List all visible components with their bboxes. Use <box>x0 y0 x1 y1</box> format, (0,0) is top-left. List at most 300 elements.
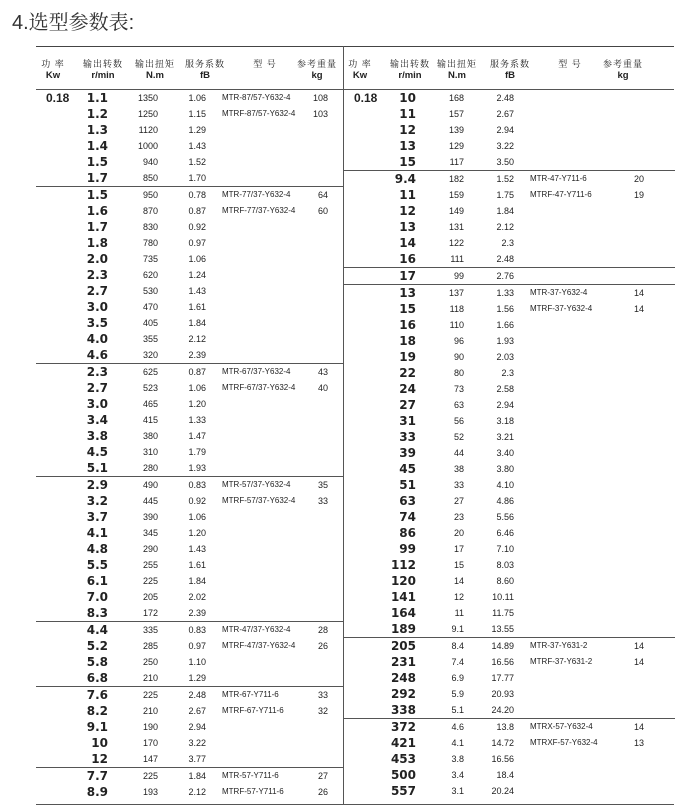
service-factor-cell: 1.20 <box>188 399 206 409</box>
torque-cell: 5.9 <box>451 689 464 699</box>
speed-cell: 3.7 <box>86 510 108 524</box>
header-weight-label: 参考重量 <box>602 59 643 69</box>
model-cell: MTRF-87/57-Y632-4 <box>222 109 296 118</box>
torque-cell: 285 <box>142 641 158 651</box>
torque-cell: 15 <box>453 560 464 570</box>
model-cell: MTRF-67/37-Y632-4 <box>222 383 296 392</box>
power-cell: 0.18 <box>354 91 378 105</box>
table-row <box>36 573 344 589</box>
speed-cell: 3.5 <box>86 316 108 330</box>
speed-cell: 3.8 <box>86 429 108 443</box>
model-cell: MTR-77/37-Y632-4 <box>222 190 291 199</box>
table-row <box>36 203 344 219</box>
service-factor-cell: 20.24 <box>491 786 514 796</box>
table-row <box>36 622 344 638</box>
speed-cell: 500 <box>390 768 416 782</box>
header-speed <box>385 58 435 82</box>
torque-cell: 20 <box>453 528 464 538</box>
service-factor-cell: 1.70 <box>188 173 206 183</box>
speed-cell: 231 <box>390 655 416 669</box>
service-factor-cell: 2.48 <box>496 254 514 264</box>
torque-cell: 830 <box>142 222 158 232</box>
header-torque-label: 输出扭矩 <box>436 59 477 69</box>
speed-cell: 18 <box>399 334 416 348</box>
speed-cell: 99 <box>399 542 416 556</box>
torque-cell: 110 <box>449 320 464 330</box>
speed-cell: 39 <box>399 446 416 460</box>
table-row <box>344 541 675 557</box>
service-factor-cell: 0.92 <box>188 496 206 506</box>
service-factor-cell: 1.61 <box>188 560 206 570</box>
table-row <box>36 460 344 476</box>
service-factor-cell: 13.8 <box>496 722 514 732</box>
table-row <box>36 541 344 557</box>
table-row <box>344 573 675 589</box>
torque-cell: 137 <box>448 288 464 298</box>
page-title: 4.选型参数表: <box>12 12 135 34</box>
header-factor-label: 服务系数 <box>184 59 225 69</box>
service-factor-cell: 3.22 <box>496 141 514 151</box>
model-cell: MTR-67/37-Y632-4 <box>222 367 291 376</box>
speed-cell: 4.0 <box>86 332 108 346</box>
motor-group <box>344 718 675 799</box>
table-row <box>344 187 675 203</box>
table-row <box>344 235 675 251</box>
speed-cell: 45 <box>399 462 416 476</box>
header-power-label: 功 率 <box>41 59 65 69</box>
weight-cell: 13 <box>633 738 644 748</box>
torque-cell: 193 <box>142 787 158 797</box>
header-factor-unit: fB <box>504 70 516 81</box>
table-row <box>36 396 344 412</box>
header-weight-unit: kg <box>617 70 629 81</box>
header-power-unit: Kw <box>352 70 368 81</box>
motor-group <box>344 284 675 637</box>
speed-cell: 205 <box>390 639 416 653</box>
motor-group <box>344 267 675 284</box>
speed-cell: 6.1 <box>86 574 108 588</box>
torque-cell: 205 <box>142 592 158 602</box>
speed-cell: 31 <box>399 414 416 428</box>
torque-cell: 390 <box>142 512 158 522</box>
speed-cell: 10 <box>91 736 108 750</box>
model-cell: MTR-47-Y711-6 <box>530 174 587 183</box>
header-center-divider <box>343 46 344 89</box>
torque-cell: 345 <box>142 528 158 538</box>
torque-cell: 3.1 <box>451 786 464 796</box>
header-factor-unit: fB <box>199 70 211 81</box>
service-factor-cell: 1.33 <box>496 288 514 298</box>
table-row <box>36 331 344 347</box>
torque-cell: 56 <box>453 416 464 426</box>
service-factor-cell: 1.06 <box>188 93 206 103</box>
table-row <box>344 203 675 219</box>
weight-cell: 33 <box>317 690 328 700</box>
torque-cell: 157 <box>448 109 464 119</box>
service-factor-cell: 1.84 <box>188 576 206 586</box>
weight-cell: 108 <box>312 93 328 103</box>
service-factor-cell: 1.15 <box>188 109 206 119</box>
service-factor-cell: 2.12 <box>496 222 514 232</box>
model-cell: MTR-87/57-Y632-4 <box>222 93 291 102</box>
torque-cell: 90 <box>453 352 464 362</box>
torque-cell: 320 <box>142 350 158 360</box>
speed-cell: 15 <box>399 302 416 316</box>
speed-cell: 4.4 <box>86 623 108 637</box>
service-factor-cell: 2.67 <box>188 706 206 716</box>
table-row <box>344 783 675 799</box>
torque-cell: 172 <box>142 608 158 618</box>
service-factor-cell: 2.48 <box>496 93 514 103</box>
speed-cell: 1.6 <box>86 204 108 218</box>
service-factor-cell: 1.20 <box>188 528 206 538</box>
torque-cell: 96 <box>453 336 464 346</box>
service-factor-cell: 1.10 <box>188 657 206 667</box>
header-factor <box>180 58 230 82</box>
table-row <box>36 219 344 235</box>
torque-cell: 210 <box>142 706 158 716</box>
header-factor-label: 服务系数 <box>489 59 530 69</box>
weight-cell: 26 <box>317 787 328 797</box>
table-row <box>344 686 675 702</box>
speed-cell: 3.2 <box>86 494 108 508</box>
header-top-rule <box>36 46 674 47</box>
speed-cell: 74 <box>399 510 416 524</box>
header-torque <box>130 58 180 82</box>
table-row <box>36 525 344 541</box>
speed-cell: 8.9 <box>86 785 108 799</box>
table-row <box>344 461 675 477</box>
speed-cell: 3.0 <box>86 397 108 411</box>
model-cell: MTR-67-Y711-6 <box>222 690 279 699</box>
service-factor-cell: 2.67 <box>496 109 514 119</box>
table-row <box>36 654 344 670</box>
speed-cell: 7.7 <box>86 769 108 783</box>
service-factor-cell: 14.72 <box>491 738 514 748</box>
header-torque-label: 输出扭矩 <box>134 59 175 69</box>
header-power-label: 功 率 <box>348 59 372 69</box>
speed-cell: 4.1 <box>86 526 108 540</box>
header-speed-label: 输出转数 <box>82 59 123 69</box>
torque-cell: 310 <box>142 447 158 457</box>
speed-cell: 164 <box>390 606 416 620</box>
table-row <box>36 90 344 106</box>
power-cell: 0.18 <box>46 91 70 105</box>
speed-cell: 292 <box>390 687 416 701</box>
motor-group <box>344 637 675 718</box>
service-factor-cell: 0.87 <box>188 367 206 377</box>
motor-group <box>36 767 344 800</box>
service-factor-cell: 0.83 <box>188 480 206 490</box>
torque-cell: 280 <box>142 463 158 473</box>
table-row <box>36 235 344 251</box>
table-row <box>344 122 675 138</box>
header-model-label: 型 号 <box>558 59 582 69</box>
speed-cell: 1.3 <box>86 123 108 137</box>
table-row <box>344 317 675 333</box>
table-row <box>344 767 675 783</box>
speed-cell: 11 <box>399 188 416 202</box>
header-speed-unit: r/min <box>398 70 422 81</box>
torque-cell: 33 <box>453 480 464 490</box>
table-row <box>344 429 675 445</box>
service-factor-cell: 0.78 <box>188 190 206 200</box>
service-factor-cell: 7.10 <box>496 544 514 554</box>
torque-cell: 735 <box>142 254 158 264</box>
torque-cell: 250 <box>142 657 158 667</box>
table-row <box>344 90 675 106</box>
table-row <box>36 251 344 267</box>
service-factor-cell: 3.22 <box>188 738 206 748</box>
service-factor-cell: 1.84 <box>188 318 206 328</box>
table-row <box>36 751 344 767</box>
weight-cell: 26 <box>317 641 328 651</box>
table-row <box>36 187 344 203</box>
torque-cell: 1120 <box>138 125 158 135</box>
service-factor-cell: 10.11 <box>492 592 514 602</box>
service-factor-cell: 16.56 <box>491 657 514 667</box>
motor-group <box>36 186 344 363</box>
speed-cell: 141 <box>390 590 416 604</box>
torque-cell: 129 <box>448 141 464 151</box>
table-row <box>36 267 344 283</box>
weight-cell: 20 <box>633 174 644 184</box>
table-row <box>344 670 675 686</box>
torque-cell: 780 <box>142 238 158 248</box>
header-speed <box>78 58 128 82</box>
table-row <box>344 333 675 349</box>
torque-cell: 290 <box>142 544 158 554</box>
service-factor-cell: 2.3 <box>501 238 514 248</box>
service-factor-cell: 3.21 <box>496 432 514 442</box>
torque-cell: 80 <box>453 368 464 378</box>
service-factor-cell: 0.97 <box>188 238 206 248</box>
table-row <box>344 397 675 413</box>
header-model-label: 型 号 <box>253 59 277 69</box>
header-model <box>235 58 295 70</box>
weight-cell: 19 <box>633 190 644 200</box>
weight-cell: 35 <box>317 480 328 490</box>
torque-cell: 3.4 <box>451 770 464 780</box>
table-row <box>344 154 675 170</box>
table-row <box>344 525 675 541</box>
service-factor-cell: 3.40 <box>496 448 514 458</box>
table-row <box>344 477 675 493</box>
weight-cell: 14 <box>633 657 644 667</box>
header-power-unit: Kw <box>45 70 61 81</box>
torque-cell: 38 <box>453 464 464 474</box>
torque-cell: 380 <box>142 431 158 441</box>
table-row <box>36 444 344 460</box>
torque-cell: 465 <box>142 399 158 409</box>
service-factor-cell: 1.79 <box>188 447 206 457</box>
service-factor-cell: 1.29 <box>188 125 206 135</box>
service-factor-cell: 8.60 <box>496 576 514 586</box>
weight-cell: 14 <box>633 288 644 298</box>
table-row <box>36 138 344 154</box>
table-row <box>344 349 675 365</box>
speed-cell: 2.9 <box>86 478 108 492</box>
table-row <box>344 654 675 670</box>
speed-cell: 4.6 <box>86 348 108 362</box>
speed-cell: 14 <box>399 236 416 250</box>
speed-cell: 2.7 <box>86 284 108 298</box>
table-row <box>344 751 675 767</box>
header-speed-label: 输出转数 <box>389 59 430 69</box>
torque-cell: 620 <box>142 270 158 280</box>
table-row <box>344 445 675 461</box>
speed-cell: 7.6 <box>86 688 108 702</box>
header-weight-unit: kg <box>311 70 323 81</box>
header-factor <box>485 58 535 82</box>
torque-cell: 9.1 <box>451 624 464 634</box>
speed-cell: 1.2 <box>86 107 108 121</box>
header-weight <box>598 58 648 82</box>
service-factor-cell: 1.61 <box>188 302 206 312</box>
speed-cell: 8.2 <box>86 704 108 718</box>
table-row <box>36 557 344 573</box>
table-row <box>36 364 344 380</box>
table-row <box>36 170 344 186</box>
speed-cell: 1.8 <box>86 236 108 250</box>
service-factor-cell: 24.20 <box>491 705 514 715</box>
torque-cell: 52 <box>453 432 464 442</box>
table-row <box>36 347 344 363</box>
service-factor-cell: 2.39 <box>188 350 206 360</box>
model-cell: MTR-47/37-Y632-4 <box>222 625 291 634</box>
torque-cell: 23 <box>453 512 464 522</box>
torque-cell: 490 <box>142 480 158 490</box>
table-row <box>36 299 344 315</box>
service-factor-cell: 1.93 <box>188 463 206 473</box>
speed-cell: 12 <box>399 123 416 137</box>
speed-cell: 5.5 <box>86 558 108 572</box>
speed-cell: 338 <box>390 703 416 717</box>
speed-cell: 120 <box>390 574 416 588</box>
header-model <box>540 58 600 70</box>
table-row <box>36 493 344 509</box>
torque-cell: 1250 <box>137 109 158 119</box>
speed-cell: 33 <box>399 430 416 444</box>
service-factor-cell: 0.87 <box>188 206 206 216</box>
speed-cell: 51 <box>399 478 416 492</box>
torque-cell: 118 <box>449 304 464 314</box>
service-factor-cell: 4.86 <box>496 496 514 506</box>
table-row <box>344 301 675 317</box>
right-table-body <box>343 90 675 804</box>
service-factor-cell: 16.56 <box>491 754 514 764</box>
speed-cell: 27 <box>399 398 416 412</box>
torque-cell: 255 <box>142 560 158 570</box>
service-factor-cell: 2.94 <box>188 722 206 732</box>
service-factor-cell: 1.66 <box>496 320 514 330</box>
model-cell: MTRX-57-Y632-4 <box>530 722 593 731</box>
torque-cell: 27 <box>453 496 464 506</box>
table-row <box>344 638 675 654</box>
torque-cell: 3.8 <box>451 754 464 764</box>
torque-cell: 1000 <box>137 141 158 151</box>
speed-cell: 6.8 <box>86 671 108 685</box>
service-factor-cell: 11.75 <box>492 608 514 618</box>
table-row <box>344 381 675 397</box>
weight-cell: 14 <box>633 641 644 651</box>
torque-cell: 17 <box>453 544 464 554</box>
service-factor-cell: 2.58 <box>496 384 514 394</box>
service-factor-cell: 0.92 <box>188 222 206 232</box>
speed-cell: 5.1 <box>86 461 108 475</box>
speed-cell: 24 <box>399 382 416 396</box>
left-table-body <box>36 90 344 804</box>
speed-cell: 16 <box>399 252 416 266</box>
table-row <box>36 509 344 525</box>
weight-cell: 103 <box>312 109 328 119</box>
speed-cell: 19 <box>399 350 416 364</box>
service-factor-cell: 2.76 <box>496 271 514 281</box>
torque-cell: 225 <box>142 576 158 586</box>
service-factor-cell: 1.84 <box>496 206 514 216</box>
speed-cell: 13 <box>399 286 416 300</box>
motor-group <box>36 363 344 476</box>
torque-cell: 5.1 <box>451 705 464 715</box>
speed-cell: 4.5 <box>86 445 108 459</box>
torque-cell: 44 <box>453 448 464 458</box>
service-factor-cell: 1.33 <box>188 415 206 425</box>
speed-cell: 1.5 <box>86 188 108 202</box>
torque-cell: 225 <box>142 771 158 781</box>
speed-cell: 1.7 <box>86 220 108 234</box>
model-cell: MTR-37-Y632-4 <box>530 288 588 297</box>
torque-cell: 4.6 <box>451 722 464 732</box>
table-row <box>36 784 344 800</box>
service-factor-cell: 1.06 <box>188 383 206 393</box>
model-cell: MTR-57-Y711-6 <box>222 771 279 780</box>
motor-group <box>36 90 344 186</box>
motor-group <box>36 686 344 767</box>
torque-cell: 8.4 <box>451 641 464 651</box>
service-factor-cell: 1.93 <box>496 336 514 346</box>
speed-cell: 189 <box>390 622 416 636</box>
table-row <box>36 638 344 654</box>
torque-cell: 73 <box>453 384 464 394</box>
header-speed-unit: r/min <box>91 70 115 81</box>
torque-cell: 11 <box>454 608 464 618</box>
torque-cell: 117 <box>449 157 464 167</box>
service-factor-cell: 2.39 <box>188 608 206 618</box>
torque-cell: 225 <box>142 690 158 700</box>
speed-cell: 1.7 <box>86 171 108 185</box>
table-row <box>36 687 344 703</box>
torque-cell: 210 <box>142 673 158 683</box>
model-cell: MTR-57/37-Y632-4 <box>222 480 291 489</box>
torque-cell: 99 <box>453 271 464 281</box>
table-row <box>36 106 344 122</box>
table-row <box>344 605 675 621</box>
torque-cell: 111 <box>450 254 464 264</box>
model-cell: MTRF-47-Y711-6 <box>530 190 592 199</box>
torque-cell: 523 <box>142 383 158 393</box>
table-row <box>36 589 344 605</box>
table-row <box>344 413 675 429</box>
speed-cell: 372 <box>390 720 416 734</box>
service-factor-cell: 2.94 <box>496 400 514 410</box>
table-row <box>36 428 344 444</box>
header-power <box>345 58 375 82</box>
header-power <box>38 58 68 82</box>
speed-cell: 2.7 <box>86 381 108 395</box>
service-factor-cell: 13.55 <box>491 624 514 634</box>
table-row <box>344 557 675 573</box>
table-row <box>344 735 675 751</box>
